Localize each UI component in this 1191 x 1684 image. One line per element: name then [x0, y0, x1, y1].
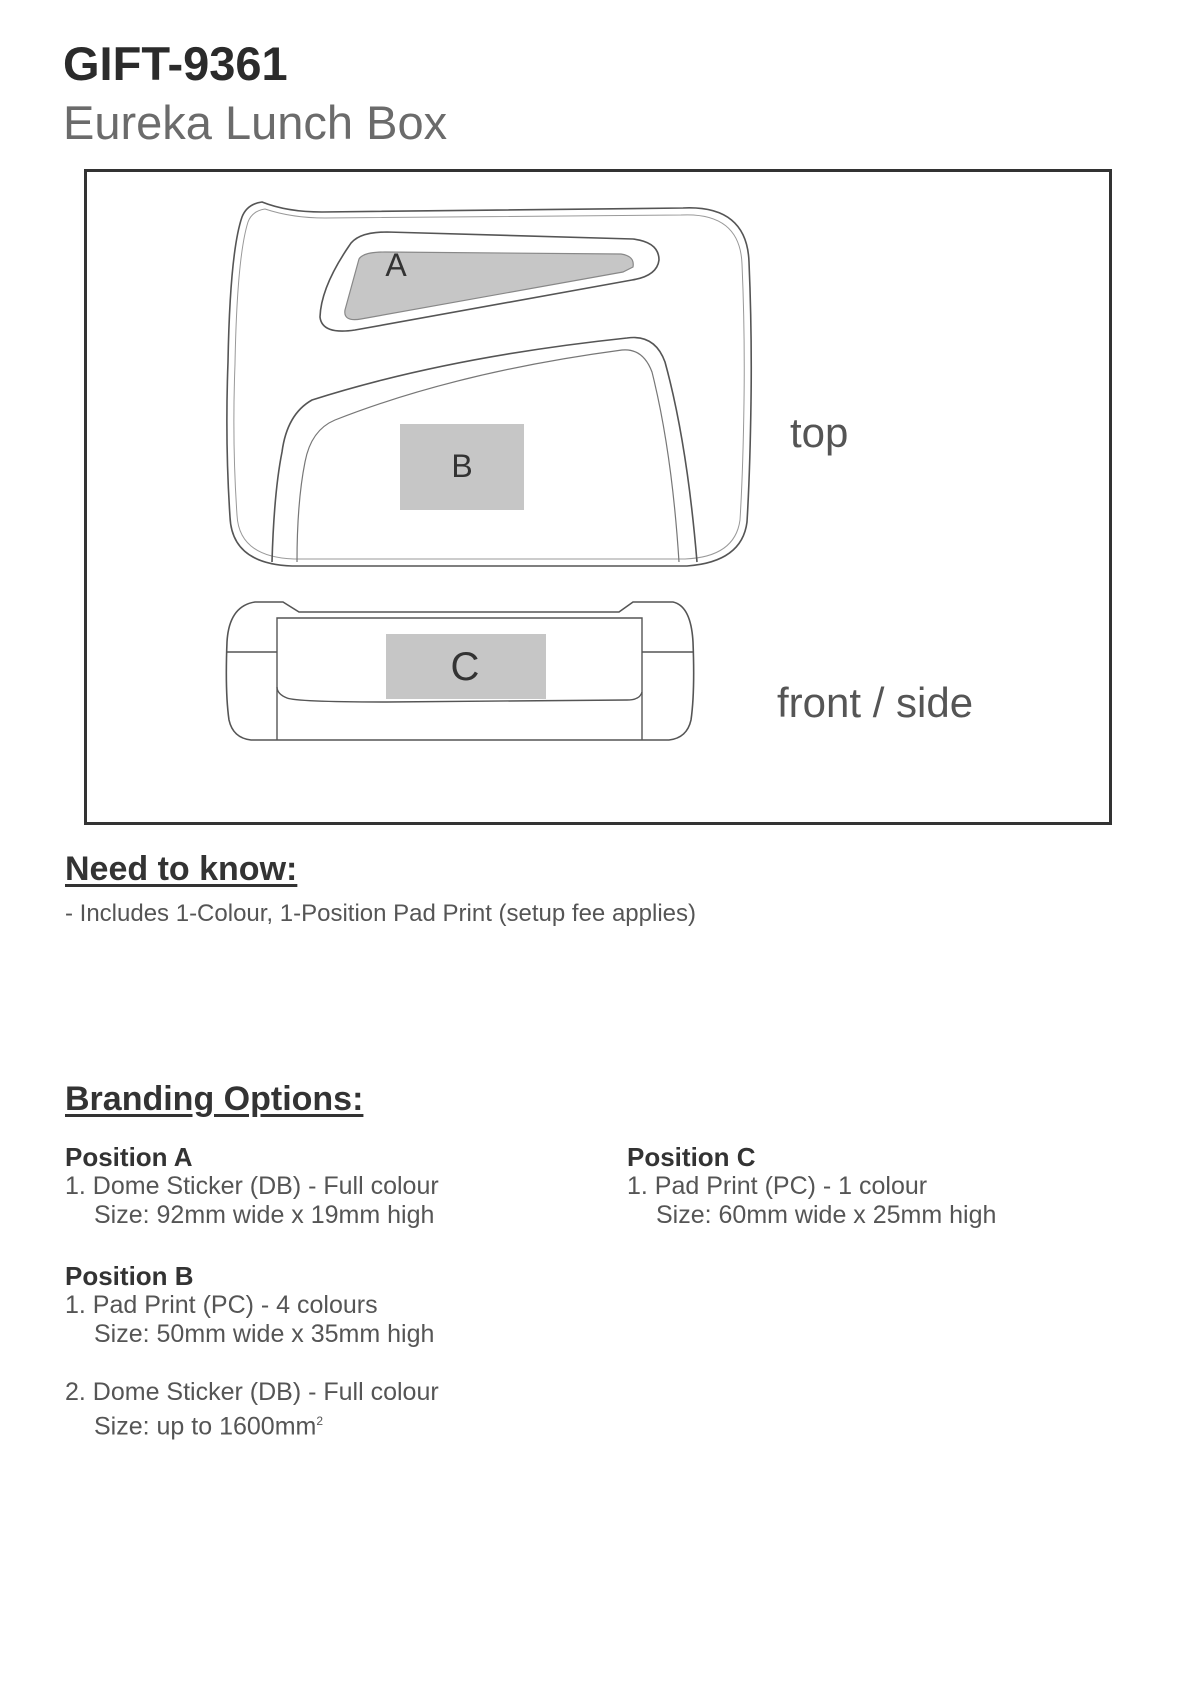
squared-superscript: 2	[316, 1414, 324, 1428]
position-b-option-1: 1. Pad Print (PC) - 4 colours	[65, 1291, 378, 1319]
label-c: C	[450, 645, 480, 689]
view-label-top: top	[790, 409, 849, 456]
position-b-title: Position B	[65, 1261, 194, 1291]
branding-diagram	[84, 169, 1112, 825]
position-c-option-1-size: Size: 60mm wide x 25mm high	[656, 1201, 997, 1229]
position-a-title: Position A	[65, 1142, 193, 1172]
position-b-option-1-size: Size: 50mm wide x 35mm high	[94, 1320, 435, 1348]
label-a: A	[385, 247, 407, 283]
product-name: Eureka Lunch Box	[63, 96, 448, 149]
branding-options-heading: Branding Options:	[65, 1080, 364, 1118]
need-to-know-note: - Includes 1-Colour, 1-Position Pad Print (setup fee applies)	[65, 900, 696, 927]
position-c-option-1: 1. Pad Print (PC) - 1 colour	[627, 1172, 928, 1200]
product-code: GIFT-9361	[63, 37, 288, 90]
position-c-block	[627, 1142, 1127, 1230]
position-a-block	[65, 1142, 565, 1230]
position-a-option-1-size: Size: 92mm wide x 19mm high	[94, 1201, 435, 1229]
position-b-option-2-size: Size: up to 1600mm	[94, 1412, 317, 1441]
position-b-option-2: 2. Dome Sticker (DB) - Full colour	[65, 1378, 439, 1406]
need-to-know-heading: Need to know:	[65, 850, 298, 888]
position-c-title: Position C	[627, 1142, 756, 1172]
position-a-option-1: 1. Dome Sticker (DB) - Full colour	[65, 1172, 439, 1200]
position-b-block	[65, 1261, 565, 1441]
label-b: B	[451, 448, 473, 484]
position-b-option-2-size-row	[65, 1407, 565, 1441]
view-label-front-side: front / side	[777, 679, 974, 726]
